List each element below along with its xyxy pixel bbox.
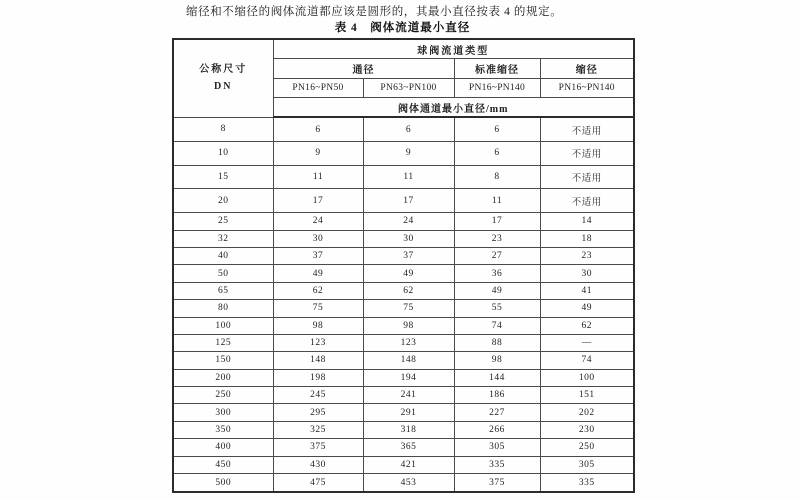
- table-row: [173, 165, 634, 189]
- value-cell: 36: [454, 265, 540, 282]
- value-cell: 不适用: [540, 189, 634, 213]
- dn-cell: 100: [173, 317, 273, 334]
- value-cell: 266: [454, 421, 540, 438]
- value-cell: 230: [540, 421, 634, 438]
- value-cell: 62: [273, 282, 363, 299]
- table-row: [173, 474, 634, 492]
- value-cell: 430: [273, 456, 363, 473]
- dn-cell: 350: [173, 421, 273, 438]
- intro-paragraph: 缩径和不缩径的阀体流道都应该是圆形的，其最小直径按表 4 的规定。: [186, 6, 563, 18]
- value-cell: 198: [273, 369, 363, 386]
- value-cell: 30: [363, 230, 454, 247]
- value-cell: 49: [363, 265, 454, 282]
- header-unit: 阀体通道最小直径/mm: [273, 98, 634, 118]
- value-cell: 123: [363, 334, 454, 351]
- dn-cell: 250: [173, 387, 273, 404]
- value-cell: 421: [363, 456, 454, 473]
- value-cell: 24: [363, 213, 454, 230]
- value-cell: 不适用: [540, 142, 634, 166]
- value-cell: 148: [363, 352, 454, 369]
- value-cell: 123: [273, 334, 363, 351]
- table-row: [173, 142, 634, 166]
- dn-cell: 500: [173, 474, 273, 492]
- value-cell: 75: [363, 300, 454, 317]
- value-cell: 98: [273, 317, 363, 334]
- value-cell: 17: [363, 189, 454, 213]
- table-row: [173, 352, 634, 369]
- value-cell: 151: [540, 387, 634, 404]
- min-diameter-table: [172, 38, 635, 493]
- table-row: [173, 439, 634, 456]
- value-cell: 295: [273, 404, 363, 421]
- value-cell: 453: [363, 474, 454, 492]
- value-cell: 11: [363, 165, 454, 189]
- dn-cell: 50: [173, 265, 273, 282]
- value-cell: 250: [540, 439, 634, 456]
- table-row: [173, 456, 634, 473]
- dn-cell: 150: [173, 352, 273, 369]
- table-row: [173, 369, 634, 386]
- value-cell: 18: [540, 230, 634, 247]
- value-cell: 227: [454, 404, 540, 421]
- dn-cell: 40: [173, 247, 273, 264]
- value-cell: 74: [540, 352, 634, 369]
- table-body: [173, 117, 634, 492]
- value-cell: 55: [454, 300, 540, 317]
- table-row: [173, 300, 634, 317]
- dn-cell: 15: [173, 165, 273, 189]
- header-pn-range-1: PN16~PN50: [273, 79, 363, 98]
- header-pn-range-4: PN16~PN140: [540, 79, 634, 98]
- dn-cell: 300: [173, 404, 273, 421]
- value-cell: 375: [454, 474, 540, 492]
- value-cell: 不适用: [540, 165, 634, 189]
- value-cell: 325: [273, 421, 363, 438]
- value-cell: 17: [273, 189, 363, 213]
- dn-cell: 200: [173, 369, 273, 386]
- value-cell: 318: [363, 421, 454, 438]
- value-cell: 241: [363, 387, 454, 404]
- header-reduced-bore: 缩径: [540, 59, 634, 79]
- table-row: [173, 265, 634, 282]
- value-cell: 27: [454, 247, 540, 264]
- table-row: [173, 387, 634, 404]
- dn-cell: 125: [173, 334, 273, 351]
- value-cell: 14: [540, 213, 634, 230]
- value-cell: 49: [454, 282, 540, 299]
- header-pn-range-3: PN16~PN140: [454, 79, 540, 98]
- value-cell: 6: [273, 117, 363, 142]
- header-nominal-size-label: 公称尺寸: [199, 64, 248, 76]
- table-row: [173, 213, 634, 230]
- header-nominal-size: [173, 39, 273, 117]
- dn-cell: 10: [173, 142, 273, 166]
- value-cell: 291: [363, 404, 454, 421]
- dn-cell: 20: [173, 189, 273, 213]
- value-cell: 37: [273, 247, 363, 264]
- value-cell: 23: [454, 230, 540, 247]
- value-cell: 9: [273, 142, 363, 166]
- value-cell: 202: [540, 404, 634, 421]
- value-cell: 49: [540, 300, 634, 317]
- value-cell: 100: [540, 369, 634, 386]
- value-cell: 74: [454, 317, 540, 334]
- value-cell: 6: [363, 117, 454, 142]
- value-cell: 305: [540, 456, 634, 473]
- value-cell: 8: [454, 165, 540, 189]
- value-cell: 30: [273, 230, 363, 247]
- value-cell: 11: [273, 165, 363, 189]
- value-cell: 88: [454, 334, 540, 351]
- value-cell: 23: [540, 247, 634, 264]
- value-cell: 41: [540, 282, 634, 299]
- table-row: [173, 247, 634, 264]
- table-row: [173, 230, 634, 247]
- table-row: [173, 317, 634, 334]
- header-flow-channel-type: 球阀流道类型: [273, 39, 634, 59]
- value-cell: 30: [540, 265, 634, 282]
- table-header: [173, 39, 634, 117]
- value-cell: 365: [363, 439, 454, 456]
- dn-cell: 8: [173, 117, 273, 142]
- value-cell: 335: [540, 474, 634, 492]
- header-dn-label: DN: [214, 81, 233, 93]
- value-cell: 62: [540, 317, 634, 334]
- value-cell: 98: [454, 352, 540, 369]
- header-full-bore: 通径: [273, 59, 454, 79]
- value-cell: 148: [273, 352, 363, 369]
- value-cell: 24: [273, 213, 363, 230]
- dn-cell: 25: [173, 213, 273, 230]
- value-cell: 75: [273, 300, 363, 317]
- value-cell: 11: [454, 189, 540, 213]
- value-cell: 37: [363, 247, 454, 264]
- header-standard-reduced-bore: 标准缩径: [454, 59, 540, 79]
- value-cell: 6: [454, 117, 540, 142]
- value-cell: 375: [273, 439, 363, 456]
- table-row: [173, 189, 634, 213]
- table-row: [173, 282, 634, 299]
- value-cell: 245: [273, 387, 363, 404]
- table-row: [173, 421, 634, 438]
- dn-cell: 400: [173, 439, 273, 456]
- value-cell: 6: [454, 142, 540, 166]
- value-cell: 49: [273, 265, 363, 282]
- value-cell: 335: [454, 456, 540, 473]
- value-cell: 305: [454, 439, 540, 456]
- value-cell: 144: [454, 369, 540, 386]
- value-cell: 98: [363, 317, 454, 334]
- header-pn-range-2: PN63~PN100: [363, 79, 454, 98]
- table-row: [173, 404, 634, 421]
- value-cell: 62: [363, 282, 454, 299]
- value-cell: 17: [454, 213, 540, 230]
- dn-cell: 65: [173, 282, 273, 299]
- value-cell: 475: [273, 474, 363, 492]
- value-cell: 不适用: [540, 117, 634, 142]
- value-cell: 194: [363, 369, 454, 386]
- table-title: 表 4 阀体流道最小直径: [334, 22, 471, 34]
- dn-cell: 450: [173, 456, 273, 473]
- table-row: [173, 117, 634, 142]
- value-cell: 9: [363, 142, 454, 166]
- value-cell: —: [540, 334, 634, 351]
- dn-cell: 32: [173, 230, 273, 247]
- table-row: [173, 334, 634, 351]
- value-cell: 186: [454, 387, 540, 404]
- dn-cell: 80: [173, 300, 273, 317]
